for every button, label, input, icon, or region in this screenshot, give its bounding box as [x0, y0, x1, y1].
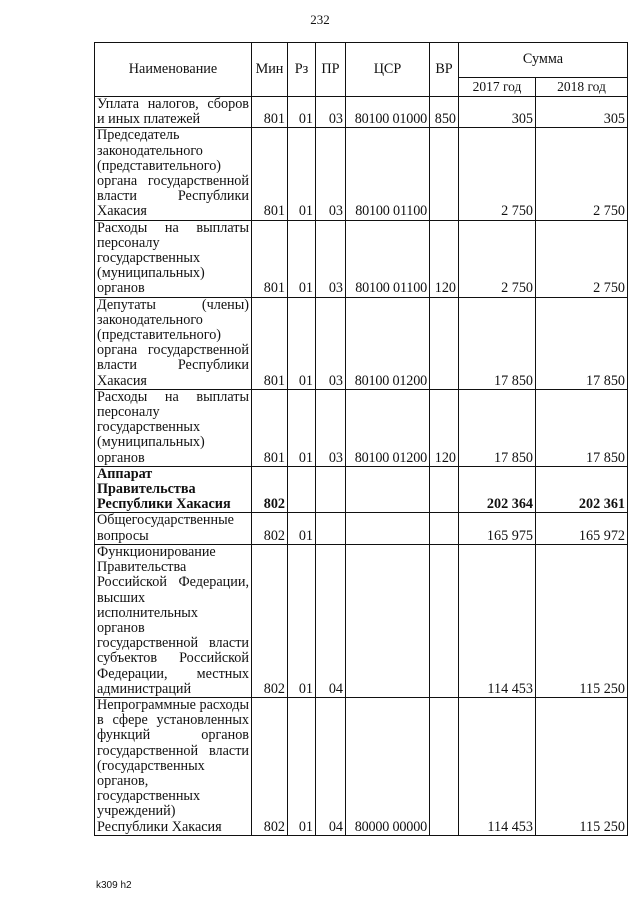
cell-vr [430, 697, 459, 835]
table-row [95, 128, 628, 220]
cell-pr: 03 [316, 297, 346, 389]
cell-sum-2017: 165 975 [459, 513, 536, 544]
cell-name: Депутаты (члены) законодательного (представительного) органа государственной власти Республики Хакасия [95, 297, 252, 389]
col-header-vr: ВР [430, 43, 459, 97]
cell-sum-2018: 202 361 [536, 466, 628, 513]
cell-pr: 03 [316, 389, 346, 466]
cell-pr: 04 [316, 544, 346, 697]
cell-pr [316, 513, 346, 544]
table-row [95, 544, 628, 697]
cell-sum-2018: 17 850 [536, 389, 628, 466]
cell-vr: 120 [430, 220, 459, 297]
cell-csr: 80100 01200 [346, 389, 430, 466]
cell-sum-2018: 2 750 [536, 128, 628, 220]
cell-pr [316, 466, 346, 513]
cell-rz: 01 [288, 128, 316, 220]
cell-csr [346, 544, 430, 697]
cell-csr: 80000 00000 [346, 697, 430, 835]
table-row [95, 97, 628, 128]
cell-rz: 01 [288, 97, 316, 128]
cell-sum-2018: 115 250 [536, 544, 628, 697]
cell-rz: 01 [288, 297, 316, 389]
cell-min: 801 [252, 97, 288, 128]
cell-min: 801 [252, 389, 288, 466]
cell-vr [430, 466, 459, 513]
cell-sum-2018: 115 250 [536, 697, 628, 835]
table-row [95, 466, 628, 513]
table-row [95, 389, 628, 466]
cell-sum-2017: 17 850 [459, 389, 536, 466]
cell-rz [288, 466, 316, 513]
cell-vr: 120 [430, 389, 459, 466]
cell-name: Непрограммные расходы в сфере установленных функций органов государственной власти (государственных органов, государственных учреждений) Республики Хакасия [95, 697, 252, 835]
col-header-pr: ПР [316, 43, 346, 97]
col-header-sum: Сумма [459, 43, 628, 78]
cell-min: 802 [252, 513, 288, 544]
cell-pr: 03 [316, 220, 346, 297]
cell-csr [346, 466, 430, 513]
cell-sum-2017: 114 453 [459, 544, 536, 697]
page-number: 232 [310, 12, 330, 27]
cell-vr [430, 544, 459, 697]
cell-min: 801 [252, 220, 288, 297]
cell-name: Председатель законодательного (представительного) органа государственной власти Республики Хакасия [95, 128, 252, 220]
cell-sum-2017: 305 [459, 97, 536, 128]
cell-name: Аппарат Правительства Республики Хакасия [95, 466, 252, 513]
cell-name: Уплата налогов, сборов и иных платежей [95, 97, 252, 128]
cell-csr: 80100 01100 [346, 128, 430, 220]
table-row [95, 513, 628, 544]
col-header-2017: 2017 год [459, 78, 536, 97]
cell-csr: 80100 01200 [346, 297, 430, 389]
cell-csr: 80100 01100 [346, 220, 430, 297]
cell-rz: 01 [288, 389, 316, 466]
table-body [95, 97, 628, 836]
cell-min: 801 [252, 128, 288, 220]
cell-vr [430, 297, 459, 389]
cell-min: 802 [252, 544, 288, 697]
cell-sum-2018: 165 972 [536, 513, 628, 544]
cell-name: Расходы на выплаты персоналу государственных (муниципальных) органов [95, 220, 252, 297]
table-row [95, 220, 628, 297]
table-row [95, 697, 628, 835]
col-header-rz: Рз [288, 43, 316, 97]
cell-sum-2017: 17 850 [459, 297, 536, 389]
cell-min: 802 [252, 466, 288, 513]
cell-sum-2018: 305 [536, 97, 628, 128]
cell-rz: 01 [288, 697, 316, 835]
cell-sum-2017: 114 453 [459, 697, 536, 835]
cell-min: 802 [252, 697, 288, 835]
cell-rz: 01 [288, 513, 316, 544]
cell-vr [430, 513, 459, 544]
table-row [95, 297, 628, 389]
cell-sum-2017: 202 364 [459, 466, 536, 513]
cell-min: 801 [252, 297, 288, 389]
cell-vr [430, 128, 459, 220]
cell-sum-2018: 2 750 [536, 220, 628, 297]
cell-pr: 03 [316, 97, 346, 128]
cell-sum-2017: 2 750 [459, 220, 536, 297]
col-header-name: Наименование [95, 43, 252, 97]
cell-rz: 01 [288, 544, 316, 697]
col-header-min: Мин [252, 43, 288, 97]
cell-pr: 04 [316, 697, 346, 835]
cell-name: Расходы на выплаты персоналу государственных (муниципальных) органов [95, 389, 252, 466]
cell-sum-2017: 2 750 [459, 128, 536, 220]
col-header-csr: ЦСР [346, 43, 430, 97]
cell-csr: 80100 01000 [346, 97, 430, 128]
col-header-2018: 2018 год [536, 78, 628, 97]
cell-vr: 850 [430, 97, 459, 128]
budget-table [94, 42, 628, 836]
footer-code: k309 h2 [96, 880, 132, 891]
cell-csr [346, 513, 430, 544]
cell-name: Общегосударственные вопросы [95, 513, 252, 544]
cell-sum-2018: 17 850 [536, 297, 628, 389]
cell-name: Функционирование Правительства Российской Федерации, высших исполнительных органов государственной власти субъектов Российской Федерации, местных администраций [95, 544, 252, 697]
cell-rz: 01 [288, 220, 316, 297]
cell-pr: 03 [316, 128, 346, 220]
